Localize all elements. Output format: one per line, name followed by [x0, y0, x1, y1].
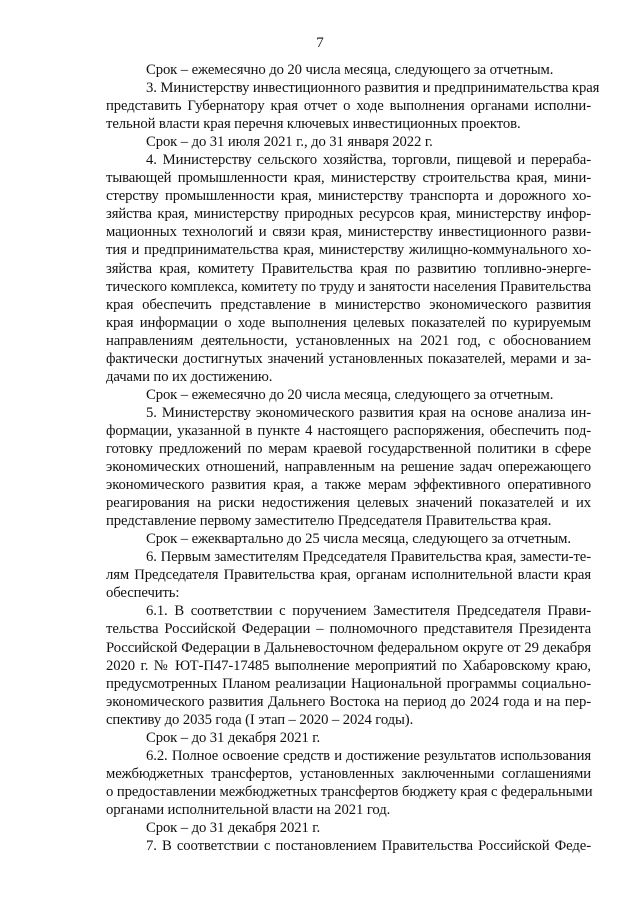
text-line: тельной власти края перечня ключевых инвестиционных проектов.: [106, 116, 521, 133]
text-line: Срок – до 31 июля 2021 г., до 31 января 2022 г.: [146, 134, 433, 151]
text-line: края информации о ходе выполнения целевых показателей по курируемым: [106, 314, 591, 331]
text-line: лям Председателя Правительства края, органам исполнительной власти края: [106, 567, 591, 584]
text-line: готовку предложений по мерам краевой государственной политики в сфере: [106, 440, 591, 457]
text-line: предусмотренных Планом реализации Национальной программы социально-: [106, 675, 591, 692]
text-line: экономического развития края, а также мерам эффективного оперативного: [106, 477, 591, 494]
text-line: 7. В соответствии с постановлением Правительства Российской Феде-: [146, 838, 591, 855]
text-line: тельства Российской Федерации – полномочного представителя Президента: [106, 621, 591, 638]
text-line: обеспечить:: [106, 585, 180, 602]
text-line: тического комплекса, комитету по труду и занятости населения Правительства: [106, 278, 592, 295]
text-line: формации, указанной в пункте 4 настоящего распоряжения, обеспечить под-: [106, 422, 591, 439]
text-line: экономических отношений, направленным на решение задач опережающего: [106, 459, 591, 476]
text-line: Срок – ежемесячно до 20 числа месяца, следующего за отчетным.: [146, 386, 554, 403]
text-line: Срок – ежемесячно до 20 числа месяца, следующего за отчетным.: [146, 62, 554, 78]
text-line: стерству промышленности края, министерству транспорта и дорожного хо-: [106, 188, 591, 205]
text-line: о предоставлении межбюджетных трансфертов бюджету края с федеральными: [106, 783, 593, 800]
text-line: 6. Первым заместителям Председателя Правительства края, замести-те-: [146, 549, 591, 566]
text-line: Срок – до 31 декабря 2021 г.: [146, 729, 321, 746]
text-line: зяйства края, комитету Правительства края по развитию топливно-энерге-: [106, 260, 591, 277]
text-line: 2020 г. № ЮТ-П47-17485 выполнение мероприятий по Хабаровскому краю,: [106, 657, 591, 674]
text-line: тия и предпринимательства края, министерству жилищно-коммунального хо-: [106, 242, 591, 259]
text-line: дачами по их достижению.: [106, 368, 273, 385]
text-line: тывающей промышленности края, министерству строительства края, мини-: [106, 170, 591, 187]
text-line: представить Губернатору края отчет о ходе выполнения органами исполни-: [106, 98, 591, 115]
text-line: мационных технологий и связи края, министерству инвестиционного разви-: [106, 224, 591, 241]
text-line: 6.1. В соответствии с поручением Заместителя Председателя Прави-: [146, 603, 591, 620]
text-line: края обеспечить представление в министерство экономического развития: [106, 296, 591, 313]
text-line: 6.2. Полное освоение средств и достижение результатов использования: [146, 747, 591, 764]
text-line: экономического развития Дальнего Востока на период до 2024 года и на пер-: [106, 693, 591, 710]
text-line: 5. Министерству экономического развития края на основе анализа ин-: [146, 404, 591, 421]
text-line: межбюджетных трансфертов, установленных заключенными соглашениями: [106, 765, 591, 782]
text-line: направлениям деятельности, установленных на 2021 год, с обоснованием: [106, 332, 591, 349]
page-number: 7: [316, 35, 324, 51]
text-line: Срок – ежеквартально до 25 числа месяца, следующего за отчетным.: [146, 531, 571, 548]
text-line: 3. Министерству инвестиционного развития и предпринимательства края: [146, 80, 600, 97]
text-line: реагирования на риски недостижения целевых значений показателей и их: [106, 495, 591, 512]
document-body: [106, 61, 600, 855]
text-line: представление первому заместителю Председателя Правительства края.: [106, 513, 552, 530]
text-line: органами исполнительной власти на 2021 год.: [106, 801, 391, 818]
text-line: спективу до 2035 года (I этап – 2020 – 2024 годы).: [106, 711, 414, 728]
text-line: Российской Федерации в Дальневосточном федеральном округе от 29 декабря: [106, 639, 591, 656]
text-line: зяйства края, министерству природных ресурсов края, министерству инфор-: [106, 206, 591, 223]
text-line: Срок – до 31 декабря 2021 г.: [146, 819, 321, 836]
text-line: фактически достигнутых значений установленных показателей, мерами и за-: [106, 350, 591, 367]
text-line: 4. Министерству сельского хозяйства, торговли, пищевой и перераба-: [146, 152, 591, 169]
